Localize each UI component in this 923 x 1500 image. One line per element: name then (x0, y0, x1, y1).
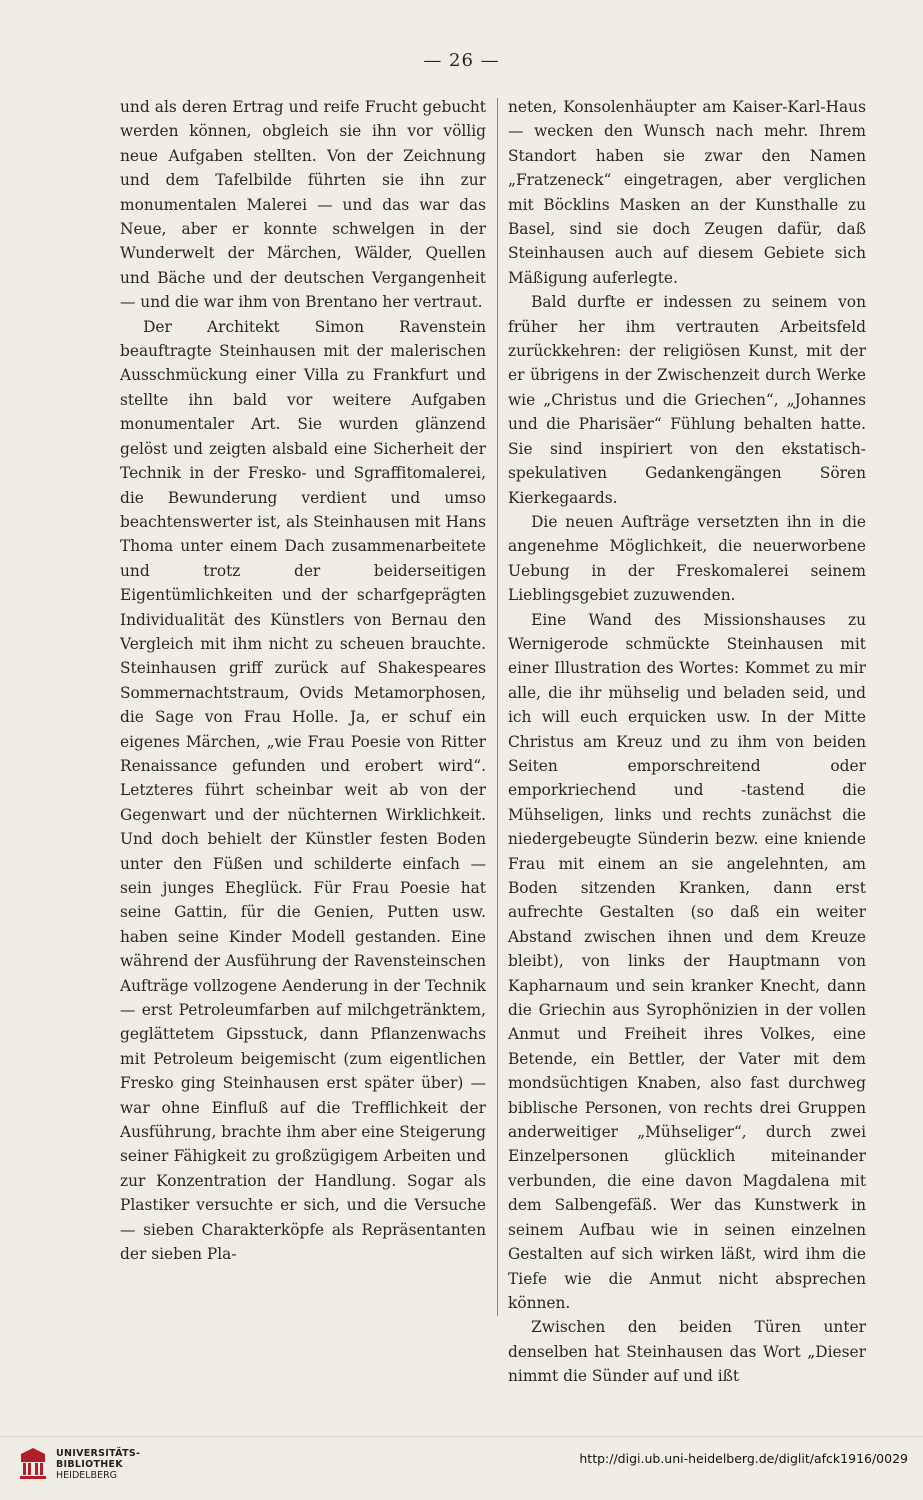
library-logo[interactable] (18, 1447, 140, 1481)
logo-line-1: UNIVERSITÄTS- (56, 1447, 141, 1459)
library-crest-icon (18, 1447, 48, 1481)
column-divider (497, 98, 498, 1316)
left-paragraph-2: Der Architekt Simon Ravenstein beauftragte Steinhausen mit der malerischen Ausschmückung einer Villa zu Frankfurt und stellte ihn bald vor weitere Aufgaben monumentaler Art. Sie wurden glänzend gelöst und zeigten alsbald eine Sicherheit der Technik in der Fresko- und Sgraffitomalerei, die Bewunderung verdient und umso beachtenswerter ist, als Steinhausen mit Hans Thoma unter einem Dach zusammenarbeitete und trotz der beiderseitigen Eigentümlichkeiten und der scharfgeprägten Individualität des Künstlers von Bernau den Vergleich mit ihm nicht zu scheuen brauchte. Steinhausen griff zurück auf Shakespeares Sommernachtstraum, Ovids Metamorphosen, die Sage von Frau Holle. Ja, er schuf ein eigenes Märchen, „wie Frau Poesie von Ritter Renaissance gefunden und erobert wird“. Letzteres führt scheinbar weit ab von der Gegenwart und der nüchternen Wirklichkeit. Und doch behielt der Künstler festen Boden unter den Füßen und schilderte einfach — sein junges Eheglück. Für Frau Poesie hat seine Gattin, für die Genien, Putten usw. haben seine Kinder Modell gestanden. Eine während der Ausführung der Ravensteinschen Aufträge vollzogene Aenderung in der Technik — erst Petroleumfarben auf milchgetränktem, geglättetem Gipsstuck, dann Pflanzenwachs mit Petroleum beigemischt (zum eigentlichen Fresko ging Steinhausen erst später über) — war ohne Einfluß auf die Trefflichkeit der Ausführung, brachte ihm aber eine Steigerung seiner Fähigkeit zu großzügigem Arbeiten und zur Konzentration der Handlung. Sogar als Plastiker versuchte er sich, und die Versuche — sieben Charakterköpfe als Repräsentanten der sieben Pla- (120, 317, 486, 1264)
footer-rule (0, 1436, 923, 1437)
library-name (56, 1448, 140, 1481)
right-paragraph-3: Die neuen Aufträge versetzten ihn in die angenehme Möglichkeit, die neuerworbene Uebung in der Freskomalerei seinem Lieblingsgebiet zuzuwenden. (508, 512, 866, 605)
right-paragraph-2: Bald durfte er indessen zu seinem von früher her ihm vertrauten Arbeitsfeld zurückkehren: der religiösen Kunst, mit der er übrigens in der Zwischenzeit durch Werke wie „Christus und die Griechen“, „Johannes und die Pharisäer“ Fühlung behalten hatte. Sie sind inspiriert von den ekstatisch-spekulativen Gedankengängen Sören Kierkegaards. (508, 293, 866, 507)
left-paragraph-1: und als deren Ertrag und reife Frucht gebucht werden können, obgleich sie ihn vor völlig neue Aufgaben stellten. Von der Zeichnung und dem Tafelbilde führten sie ihn zur monumentalen Malerei — und das war das Neue, aber er konnte schwelgen in der Wunderwelt der Märchen, Wälder, Quellen und Bäche und der deutschen Vergangenheit — und die war ihm von Brentano her vertraut. (120, 98, 486, 312)
left-column (120, 95, 486, 1320)
page-number: — 26 — (423, 50, 500, 71)
source-url[interactable]: http://digi.ub.uni-heidelberg.de/diglit/afck1916/0029 (579, 1451, 908, 1466)
logo-line-2: BIBLIOTHEK (56, 1458, 123, 1470)
right-paragraph-4: Eine Wand des Missionshauses zu Wernigerode schmückte Steinhausen mit einer Illustration des Wortes: Kommet zu mir alle, die ihr mühselig und beladen seid, und ich will euch erquicken usw. In der Mitte Christus am Kreuz und zu ihm von beiden Seiten emporschreitend oder emporkriechend und -tastend die Mühseligen, links und rechts zunächst die niedergebeugte Sünderin bezw. eine kniende Frau mit einem an sie angelehnten, am Boden sitzenden Kranken, dann erst aufrechte Gestalten (so daß ein weiter Abstand zwischen ihnen und dem Kreuze bleibt), von links der Hauptmann von Kapharnaum und sein kranker Knecht, dann die Griechin aus Syrophönizien in der vollen Anmut und Freiheit ihres Volkes, eine Betende, ein Bettler, der Vater mit dem mondsüchtigen Knaben, also fast durchweg biblische Personen, von rechts drei Gruppen anderweitiger „Mühseliger“, durch zwei Einzelpersonen glücklich miteinander verbunden, die eine davon Magdalena mit dem Salbengefäß. Wer das Kunstwerk in seinem Aufbau wie in seinen einzelnen Gestalten auf sich wirken läßt, wird ihm die Tiefe wie die Anmut nicht absprechen können. (508, 610, 866, 1312)
right-column (508, 95, 866, 1386)
right-paragraph-5: Zwischen den beiden Türen unter denselben hat Steinhausen das Wort „Dieser nimmt die Sünder auf und ißt (508, 1318, 866, 1386)
logo-line-3: HEIDELBERG (56, 1469, 118, 1481)
right-paragraph-1: neten, Konsolenhäupter am Kaiser-Karl-Haus — wecken den Wunsch nach mehr. Ihrem Standort haben sie zwar den Namen „Fratzeneck“ eingetragen, aber verglichen mit Böcklins Masken an der Kunsthalle zu Basel, sind sie doch Zeugen dafür, daß Steinhausen auch auf diesem Gebiete sich Mäßigung auferlegte. (508, 98, 866, 287)
